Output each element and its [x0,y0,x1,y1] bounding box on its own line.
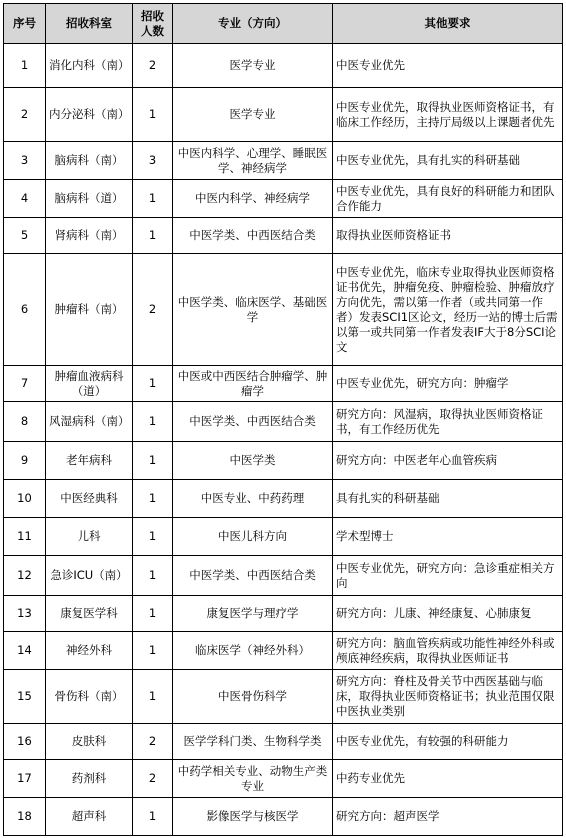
major-cell: 中医儿科方向 [173,518,333,556]
table-row [4,88,563,142]
department-cell: 内分泌科（南） [46,88,133,142]
row-number: 7 [4,366,46,402]
table-row [4,142,563,180]
row-number: 6 [4,254,46,366]
major-cell: 中医内科学、心理学、睡眠医学、神经病学 [173,142,333,180]
department-cell: 急诊ICU（南） [46,556,133,596]
requirements-cell: 研究方向：风湿病，取得执业医师资格证书，有工作经历优先 [333,402,563,442]
headcount-cell: 1 [133,218,173,254]
table-row [4,556,563,596]
requirements-cell: 研究方向：儿康、神经康复、心肺康复 [333,596,563,632]
header-dept: 招收科室 [46,4,133,44]
headcount-cell: 1 [133,480,173,518]
department-cell: 超声科 [46,798,133,836]
department-cell: 消化内科（南） [46,44,133,88]
headcount-cell: 1 [133,798,173,836]
table-row [4,724,563,760]
requirements-cell: 研究方向：超声医学 [333,798,563,836]
row-number: 11 [4,518,46,556]
table-row [4,518,563,556]
requirements-cell: 研究方向：脊柱及骨关节中西医基础与临床，取得执业医师资格证书；执业范围仅限中医执业类别 [333,670,563,724]
major-cell: 临床医学（神经外科） [173,632,333,670]
requirements-cell: 取得执业医师资格证书 [333,218,563,254]
department-cell: 中医经典科 [46,480,133,518]
major-cell: 医学专业 [173,44,333,88]
row-number: 8 [4,402,46,442]
headcount-cell: 1 [133,402,173,442]
table-row [4,632,563,670]
headcount-cell: 2 [133,760,173,798]
header-row [4,4,563,44]
major-cell: 中医学类、中西医结合类 [173,556,333,596]
major-cell: 中医骨伤科学 [173,670,333,724]
requirements-cell: 中医专业优先，研究方向：肿瘤学 [333,366,563,402]
row-number: 10 [4,480,46,518]
department-cell: 皮肤科 [46,724,133,760]
row-number: 4 [4,180,46,218]
row-number: 18 [4,798,46,836]
requirements-cell: 中医专业优先，具有良好的科研能力和团队合作能力 [333,180,563,218]
requirements-cell: 具有扎实的科研基础 [333,480,563,518]
major-cell: 中医学类、中西医结合类 [173,218,333,254]
requirements-cell: 学术型博士 [333,518,563,556]
table-row [4,366,563,402]
table-row [4,442,563,480]
major-cell: 中医学类 [173,442,333,480]
table-row [4,402,563,442]
table-row [4,596,563,632]
row-number: 2 [4,88,46,142]
table-row [4,218,563,254]
major-cell: 中医学类、中西医结合类 [173,402,333,442]
major-cell: 影像医学与核医学 [173,798,333,836]
header-count: 招收人数 [133,4,173,44]
table-row [4,480,563,518]
department-cell: 老年病科 [46,442,133,480]
row-number: 13 [4,596,46,632]
headcount-cell: 1 [133,596,173,632]
headcount-cell: 1 [133,442,173,480]
row-number: 15 [4,670,46,724]
table-row [4,760,563,798]
table-row [4,798,563,836]
department-cell: 肾病科（南） [46,218,133,254]
headcount-cell: 3 [133,142,173,180]
row-number: 1 [4,44,46,88]
department-cell: 药剂科 [46,760,133,798]
requirements-cell: 中医专业优先，具有扎实的科研基础 [333,142,563,180]
requirements-cell: 研究方向：中医老年心血管疾病 [333,442,563,480]
department-cell: 肿瘤血液病科（道） [46,366,133,402]
recruitment-table [3,3,563,836]
major-cell: 医学学科门类、生物科学类 [173,724,333,760]
headcount-cell: 2 [133,254,173,366]
table-row [4,180,563,218]
major-cell: 医学专业 [173,88,333,142]
department-cell: 骨伤科（南） [46,670,133,724]
header-major: 专业（方向） [173,4,333,44]
headcount-cell: 1 [133,366,173,402]
table-header [4,4,563,44]
requirements-cell: 中药专业优先 [333,760,563,798]
row-number: 17 [4,760,46,798]
row-number: 14 [4,632,46,670]
headcount-cell: 2 [133,724,173,760]
headcount-cell: 1 [133,556,173,596]
major-cell: 康复医学与理疗学 [173,596,333,632]
requirements-cell: 中医专业优先，研究方向：急诊重症相关方向 [333,556,563,596]
major-cell: 中药学相关专业、动物生产类专业 [173,760,333,798]
row-number: 3 [4,142,46,180]
requirements-cell: 中医专业优先，有较强的科研能力 [333,724,563,760]
table-body [4,44,563,836]
major-cell: 中医内科学、神经病学 [173,180,333,218]
table-row [4,670,563,724]
department-cell: 脑病科（南） [46,142,133,180]
header-requirements: 其他要求 [333,4,563,44]
headcount-cell: 1 [133,670,173,724]
headcount-cell: 1 [133,180,173,218]
major-cell: 中医专业、中药药理 [173,480,333,518]
major-cell: 中医或中西医结合肿瘤学、肿瘤学 [173,366,333,402]
row-number: 16 [4,724,46,760]
headcount-cell: 1 [133,88,173,142]
department-cell: 风湿病科（南） [46,402,133,442]
department-cell: 肿瘤科（南） [46,254,133,366]
row-number: 12 [4,556,46,596]
department-cell: 康复医学科 [46,596,133,632]
requirements-cell: 中医专业优先，取得执业医师资格证书，有临床工作经历，主持厅局级以上课题者优先 [333,88,563,142]
table-row [4,254,563,366]
headcount-cell: 2 [133,44,173,88]
department-cell: 神经外科 [46,632,133,670]
row-number: 9 [4,442,46,480]
requirements-cell: 中医专业优先 [333,44,563,88]
department-cell: 脑病科（道） [46,180,133,218]
headcount-cell: 1 [133,632,173,670]
headcount-cell: 1 [133,518,173,556]
requirements-cell: 研究方向：脑血管疾病或功能性神经外科或颅底神经疾病，取得执业医师证书 [333,632,563,670]
department-cell: 儿科 [46,518,133,556]
major-cell: 中医学类、临床医学、基础医学 [173,254,333,366]
row-number: 5 [4,218,46,254]
requirements-cell: 中医专业优先，临床专业取得执业医师资格证书优先，肿瘤免疫、肿瘤检验、肿瘤放疗方向优先，需以第一作者（或共同第一作者）发表SCI1区论文，经历一站的博士后需以第一或共同第一作者发表IF大于8分SCI论文 [333,254,563,366]
header-no: 序号 [4,4,46,44]
table-row [4,44,563,88]
